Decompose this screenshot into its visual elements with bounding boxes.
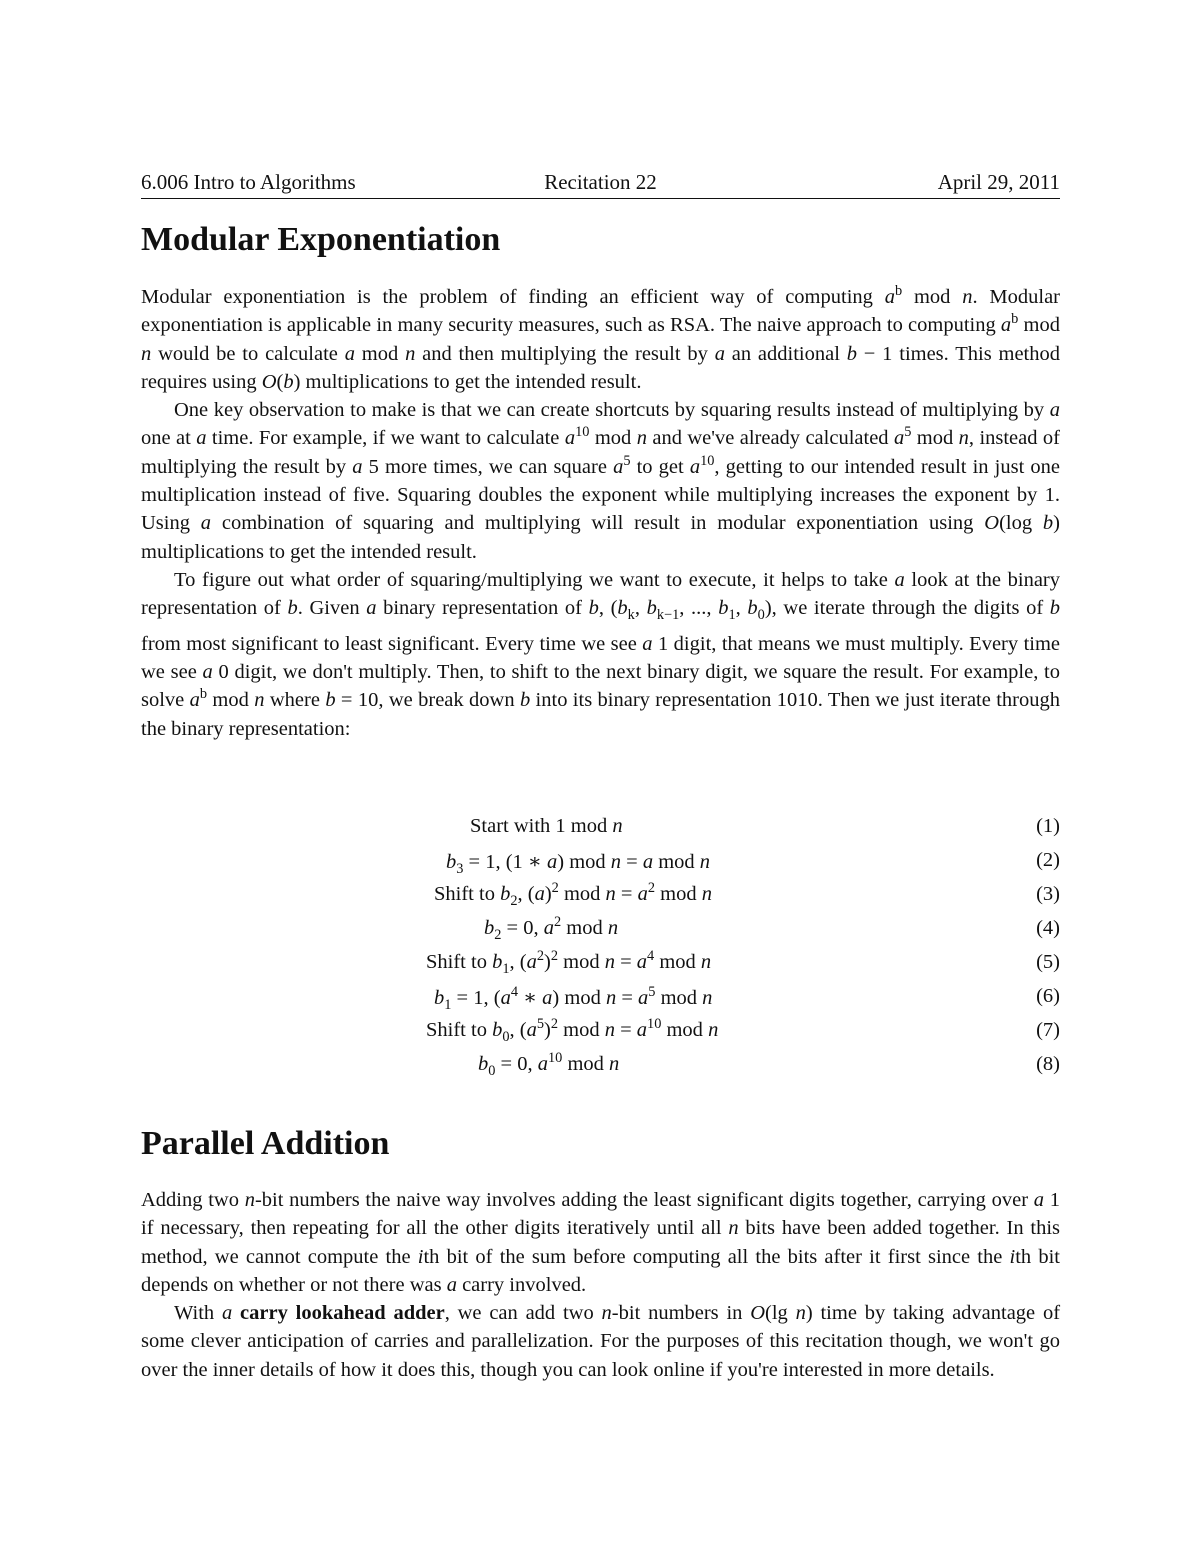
equation-number: (6) [1036,985,1060,1007]
header-course: 6.006 Intro to Algorithms [141,170,356,194]
equation-text: $b_2 = 0$, $a^2$ mod n [484,914,619,944]
equation-number: (1) [1036,815,1060,837]
equation-number: (7) [1036,1019,1060,1041]
section2-body [141,1186,1060,1384]
equation-text: $b_0 = 0$, $a^{10}$ mod n [478,1050,620,1080]
equation-number: (2) [1036,849,1060,871]
equation-number: (3) [1036,883,1060,905]
header-date: April 29, 2011 [937,170,1060,194]
section2-paragraph-1: Adding two n-bit numbers the naive way involves adding the least significant digits together, carrying over a 1 if necessary, then repeating for all the other digits iteratively until all n bits have been added together. In this method, we cannot compute the ith bit of the sum before computing all the bits after it first since the ith bit depends on whether or not there was a carry involved. [141,1189,1061,1296]
equation-row [141,914,1060,951]
equation-text: Start with 1 mod n [470,815,623,837]
equation-text: $b_3 = 1$, (1 ∗ a) mod n = a mod n [446,851,711,878]
equation-list [141,815,1060,1087]
section-title-modular-exponentiation: Modular Exponentiation [141,221,501,258]
header-rule [141,198,1060,199]
equation-text: Shift to $b_0$, $(a^5)^2$ mod $n = a^{10}$ mod n [426,1016,719,1046]
section1-body [141,283,1060,743]
equation-text: $b_1 = 1$, ($a^4$ ∗ a) mod $n = a^5$ mod n [434,984,713,1014]
equation-row [141,1016,1060,1053]
equation-row [141,849,1060,883]
equation-row [141,880,1060,917]
section1-paragraph-1: Modular exponentiation is the problem of finding an efficient way of computing $a^b$ mod n. Modular exponentiation is applicable in many security measures, such as RSA. The naive approach to computing $a^b$ mod n would be to calculate a mod n and then multiplying the result by a an additional b − 1 times. This method requires using O(b) multiplications to get the intended result. [141,283,1060,393]
equation-number: (5) [1036,951,1060,973]
equation-text: Shift to $b_1$, $(a^2)^2$ mod $n = a^4$ mod n [426,948,712,978]
section-title-parallel-addition: Parallel Addition [141,1125,390,1162]
equation-row [141,985,1060,1019]
equation-number: (4) [1036,917,1060,939]
header-recitation: Recitation 22 [544,170,657,194]
section2-paragraph-2: With a carry lookahead adder, we can add two n-bit numbers in O(lg n) time by taking advantage of some clever anticipation of carries and parallelization. For the purposes of this recitation though, we won't go over the inner details of how it does this, though you can look online if you're interested in more details. [141,1302,1061,1381]
equation-number: (8) [1036,1053,1060,1075]
equation-row [141,948,1060,985]
equation-row [141,815,1060,849]
section1-paragraph-3: To figure out what order of squaring/multiplying we want to execute, it helps to take a look at the binary representation of b. Given a binary representation of b, ($b_k$, $b_{k-1}$, ..., $b_1$, $b_0$), we iterate through the digits of b from most significant to least significant. Every time we see a 1 digit, that means we must multiply. Every time we see a 0 digit, we don't multiply. Then, to shift to the next binary digit, we square the result. For example, to solve $a^b$ mod n where b = 10, we break down b into its binary representation 1010. Then we just iterate through the binary representation: [141,568,1061,740]
equation-text: Shift to $b_2$, $(a)^2$ mod $n = a^2$ mod n [434,880,712,910]
equation-row [141,1050,1060,1087]
section1-paragraph-2: One key observation to make is that we can create shortcuts by squaring results instead of multiplying by a one at a time. For example, if we want to calculate $a^{10}$ mod n and we've already calculated $a^5$ mod n, instead of multiplying the result by a 5 more times, we can square $a^5$ to get $a^{10}$, getting to our intended result in just one multiplication instead of five. Squaring doubles the exponent while multiplying increases the exponent by 1. Using a combination of squaring and multiplying will result in modular exponentiation using O(log b) multiplications to get the intended result. [141,399,1060,563]
